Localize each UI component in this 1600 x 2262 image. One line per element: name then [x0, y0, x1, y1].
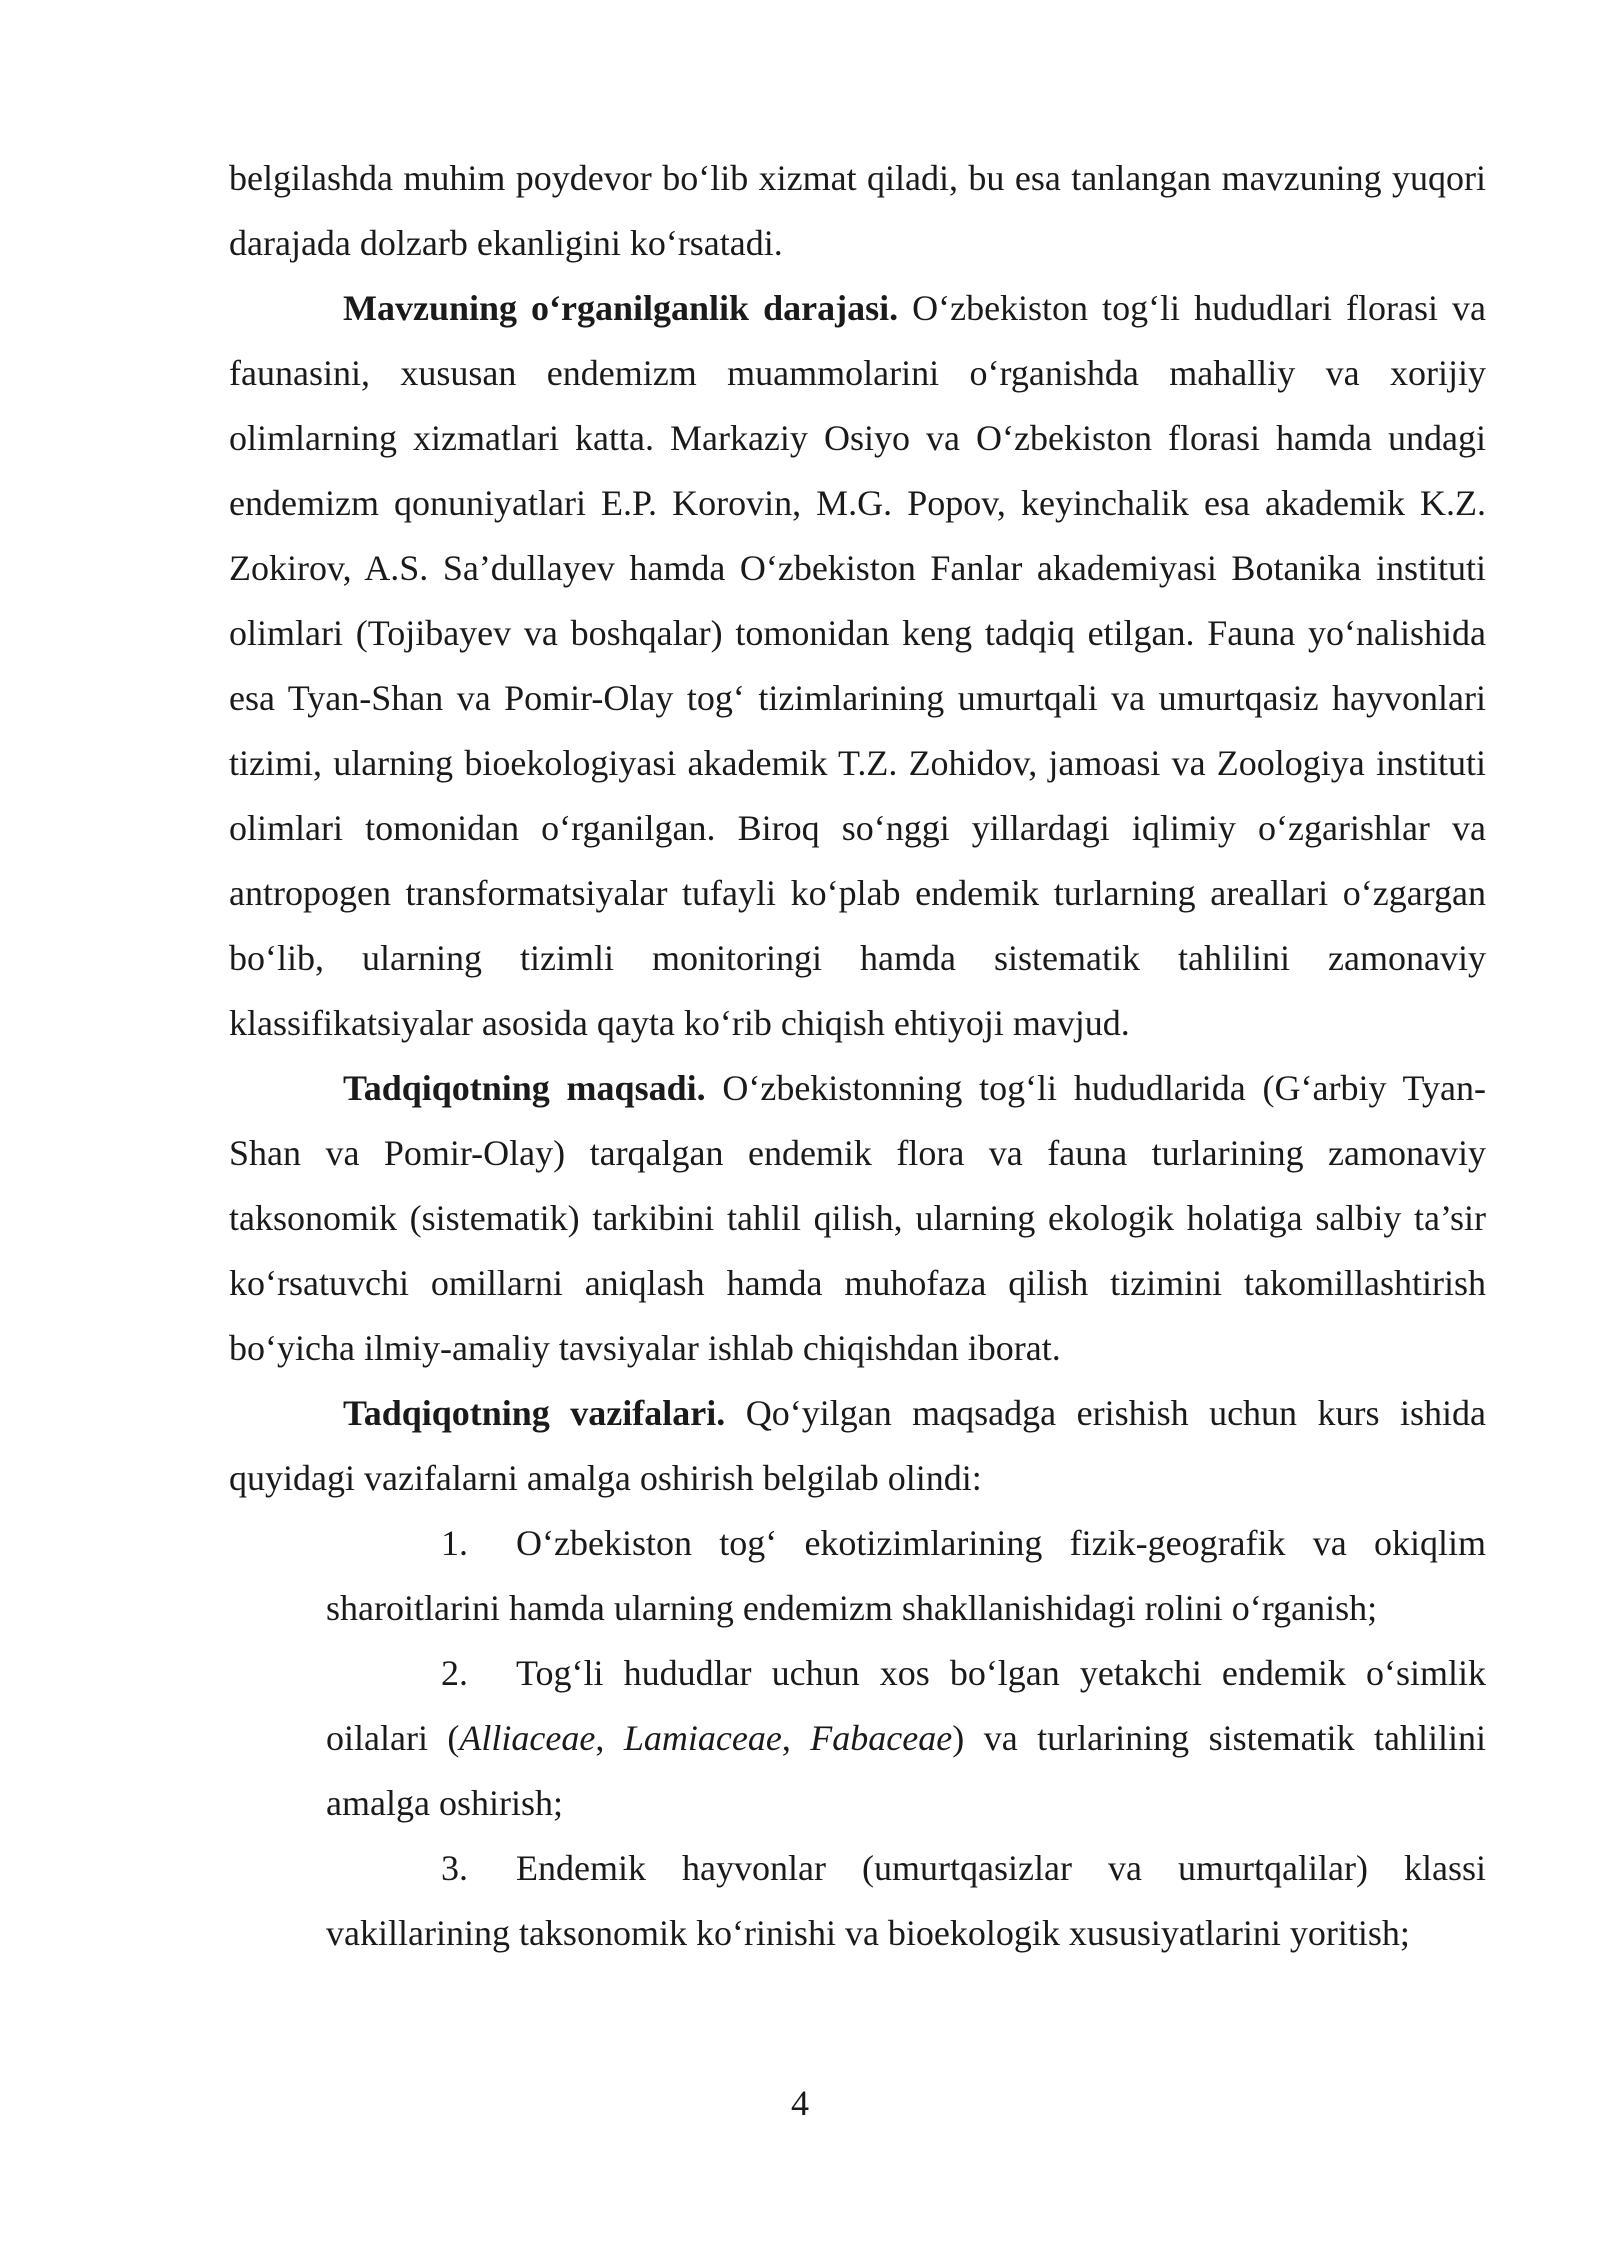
- taxon-name: Alliaceae: [459, 1718, 596, 1758]
- heading-research-tasks: Tadqiqotning vazifalari.: [343, 1393, 726, 1433]
- paragraph-intro-text: belgilashda muhim poydevor bo‘lib xizmat qiladi, bu esa tanlangan mavzuning yuqori darajada dolzarb ekanligini ko‘rsatadi.: [229, 158, 1486, 263]
- paragraph-study-level-text: O‘zbekiston tog‘li hududlari florasi va faunasini, xususan endemizm muammolarini o‘rganishda mahalliy va xorijiy olimlarning xizmatlari katta. Markaziy Osiyo va O‘zbekiston florasi hamda undagi endemizm qonuniyatlari E.P. Korovin, M.G. Popov, keyinchalik esa akademik K.Z. Zokirov, A.S. Sa’dullayev hamda O‘zbekiston Fanlar akademiyasi Botanika instituti olimlari (Tojibayev va boshqalar) tomonidan keng tadqiq etilgan. Fauna yo‘nalishida esa Tyan-Shan va Pomir-Olay tog‘ tizimlarining umurtqali va umurtqasiz hayvonlari tizimi, ularning bioekologiyasi akademik T.Z. Zohidov, jamoasi va Zoologiya instituti olimlari tomonidan o‘rganilgan. Biroq so‘nggi yillardagi iqlimiy o‘zgarishlar va antropogen transformatsiyalar tufayli ko‘plab endemik turlarning areallari o‘zgargan bo‘lib, ularning tizimli monitoringi hamda sistematik tahlilini zamonaviy klassifikatsiyalar asosida qayta ko‘rib chiqish ehtiyoji mavjud.: [229, 288, 1487, 1043]
- list-item-text: Tog‘li hududlar uchun xos bo‘lgan yetakchi endemik o‘simlik oilalari (: [326, 1653, 1486, 1758]
- taxon-name: Lamiaceae: [623, 1718, 782, 1758]
- list-item: [326, 1836, 1486, 1966]
- list-item-number: 3.: [441, 1848, 468, 1888]
- document-body: [229, 146, 1486, 1966]
- paragraph-study-level: [229, 276, 1486, 1056]
- list-item-text: ) va turlarining sistematik tahlilini amalga oshirish;: [326, 1718, 1487, 1823]
- list-item-text: Endemik hayvonlar (umurtqasizlar va umurtqalilar) klassi vakillarining taksonomik ko‘rinishi va bioekologik xususiyatlarini yoritish;: [326, 1848, 1486, 1953]
- page-number: 4: [791, 2083, 809, 2123]
- paragraph-research-tasks-text: Qo‘yilgan maqsadga erishish uchun kurs ishida quyidagi vazifalarni amalga oshirish belgilab olindi:: [229, 1393, 1487, 1498]
- separator: ,: [595, 1718, 624, 1758]
- paragraph-intro: [229, 146, 1486, 276]
- paragraph-research-goal-text: O‘zbekistonning tog‘li hududlarida (G‘arbiy Tyan-Shan va Pomir-Olay) tarqalgan endemik flora va fauna turlarining zamonaviy taksonomik (sistematik) tarkibini tahlil qilish, ularning ekologik holatiga salbiy ta’sir ko‘rsatuvchi omillarni aniqlash hamda muhofaza qilish tizimini takomillashtirish bo‘yicha ilmiy-amaliy tavsiyalar ishlab chiqishdan iborat.: [229, 1068, 1486, 1368]
- heading-study-level: Mavzuning o‘rganilganlik darajasi.: [343, 288, 899, 328]
- list-item-number: 1.: [441, 1523, 468, 1563]
- list-item: [326, 1641, 1486, 1836]
- heading-research-goal: Tadqiqotning maqsadi.: [343, 1068, 706, 1108]
- taxon-name: Fabaceae: [810, 1718, 953, 1758]
- list-item-text: O‘zbekiston tog‘ ekotizimlarining fizik-geografik va okiqlim sharoitlarini hamda ularning endemizm shakllanishidagi rolini o‘rganish;: [326, 1523, 1486, 1628]
- list-item-number: 2.: [441, 1653, 468, 1693]
- separator: ,: [781, 1718, 811, 1758]
- list-item: [326, 1511, 1486, 1641]
- paragraph-research-tasks: [229, 1381, 1486, 1511]
- paragraph-research-goal: [229, 1056, 1486, 1381]
